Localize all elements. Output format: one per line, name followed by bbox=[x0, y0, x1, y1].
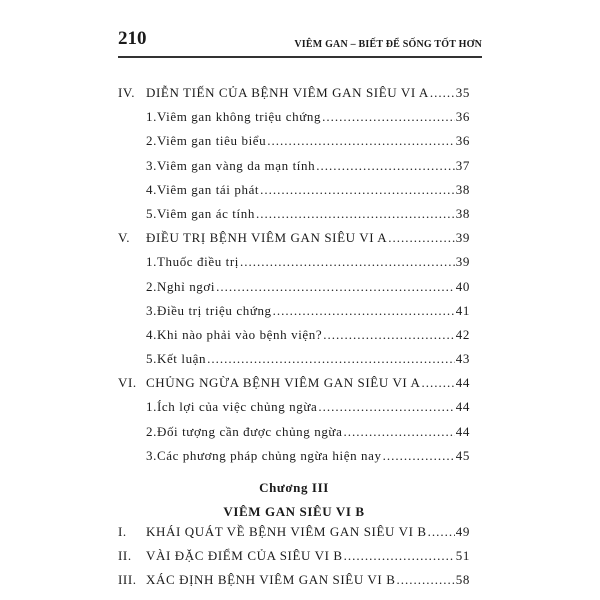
entry-page: 58 bbox=[455, 572, 470, 588]
toc-entry bbox=[118, 85, 470, 109]
entry-page: 38 bbox=[455, 205, 470, 221]
table-of-contents bbox=[118, 85, 470, 597]
entry-page: 43 bbox=[455, 351, 470, 367]
entry-page: 51 bbox=[455, 548, 470, 564]
dot-leader bbox=[240, 254, 455, 270]
entry-title: 1.Thuốc điều trị bbox=[146, 254, 239, 270]
entry-title: ĐIỀU TRỊ BỆNH VIÊM GAN SIÊU VI A bbox=[146, 230, 388, 246]
entry-title: 5.Viêm gan ác tính bbox=[146, 205, 255, 221]
dot-leader bbox=[318, 399, 454, 415]
toc-entry bbox=[118, 375, 470, 399]
toc-subentry bbox=[118, 303, 470, 327]
entry-page: 41 bbox=[455, 302, 470, 318]
toc-subentry bbox=[118, 109, 470, 133]
dot-leader bbox=[256, 206, 455, 222]
entry-page: 37 bbox=[455, 157, 470, 173]
entry-page: 39 bbox=[455, 254, 470, 270]
dot-leader bbox=[273, 303, 455, 319]
entry-page: 36 bbox=[455, 133, 470, 149]
toc-subentry bbox=[118, 158, 470, 182]
dot-leader bbox=[322, 109, 455, 125]
toc-subentry bbox=[118, 133, 470, 157]
toc-entry bbox=[118, 230, 470, 254]
toc-subentry bbox=[118, 448, 470, 472]
entry-page: 40 bbox=[455, 278, 470, 294]
entry-title: 1.Viêm gan không triệu chứng bbox=[146, 109, 322, 125]
toc-subentry bbox=[118, 424, 470, 448]
dot-leader bbox=[343, 424, 454, 440]
entry-title: 2.Viêm gan tiêu biểu bbox=[146, 133, 267, 149]
toc-subentry bbox=[118, 279, 470, 303]
toc-entry bbox=[118, 572, 470, 596]
entry-title: 3.Điều trị triệu chứng bbox=[146, 302, 272, 318]
toc-subentry bbox=[118, 351, 470, 375]
entry-title: 4.Khi nào phải vào bệnh viện? bbox=[146, 326, 323, 342]
chapter-label: Chương III bbox=[259, 480, 329, 495]
entry-page: 49 bbox=[455, 524, 470, 539]
entry-title: 3.Viêm gan vàng da mạn tính bbox=[146, 157, 316, 173]
section-number: I. bbox=[118, 524, 127, 539]
dot-leader bbox=[216, 279, 455, 295]
toc-entry bbox=[118, 524, 470, 548]
dot-leader bbox=[260, 182, 455, 198]
entry-page: 45 bbox=[455, 447, 470, 463]
toc-subentry bbox=[118, 399, 470, 423]
entry-title: 4.Viêm gan tái phát bbox=[146, 181, 260, 197]
dot-leader bbox=[396, 572, 454, 588]
entry-title: 2.Nghỉ ngơi bbox=[146, 278, 216, 294]
entry-page: 44 bbox=[455, 399, 470, 415]
entry-title: 3.Các phương pháp chủng ngừa hiện nay bbox=[146, 447, 382, 463]
running-title: VIÊM GAN – BIẾT ĐỂ SỐNG TỐT HƠN bbox=[294, 39, 482, 50]
entry-title: 2.Đối tượng cần được chủng ngừa bbox=[146, 423, 343, 439]
toc-subentry bbox=[118, 182, 470, 206]
toc-subentry bbox=[118, 327, 470, 351]
entry-page: 44 bbox=[455, 423, 470, 439]
entry-page: 36 bbox=[455, 109, 470, 125]
toc-subentry bbox=[118, 254, 470, 278]
chapter-title: VIÊM GAN SIÊU VI B bbox=[223, 504, 365, 519]
entry-title: KHÁI QUÁT VỀ BỆNH VIÊM GAN SIÊU VI B bbox=[146, 524, 427, 539]
section-number: II. bbox=[118, 548, 132, 564]
entry-page: 35 bbox=[455, 85, 470, 100]
entry-title: CHỦNG NGỪA BỆNH VIÊM GAN SIÊU VI A bbox=[146, 375, 421, 391]
entry-page: 38 bbox=[455, 181, 470, 197]
section-number: IV. bbox=[118, 85, 136, 100]
dot-leader bbox=[421, 375, 454, 391]
toc-subentry bbox=[118, 206, 470, 230]
section-number: III. bbox=[118, 572, 137, 588]
header-rule bbox=[118, 56, 482, 58]
entry-page: 42 bbox=[455, 326, 470, 342]
section-number: VI. bbox=[118, 375, 137, 391]
entry-title: 5.Kết luận bbox=[146, 351, 207, 367]
section-number: V. bbox=[118, 230, 131, 246]
dot-leader bbox=[388, 230, 455, 246]
dot-leader bbox=[316, 158, 455, 174]
toc-entry bbox=[118, 548, 470, 572]
dot-leader bbox=[344, 548, 455, 564]
entry-title: XÁC ĐỊNH BỆNH VIÊM GAN SIÊU VI B bbox=[146, 572, 396, 588]
page-number: 210 bbox=[118, 28, 147, 49]
dot-leader bbox=[323, 327, 455, 343]
dot-leader bbox=[430, 85, 455, 101]
dot-leader bbox=[428, 524, 455, 540]
dot-leader bbox=[383, 448, 455, 464]
entry-title: VÀI ĐẶC ĐIỂM CỦA SIÊU VI B bbox=[146, 548, 343, 564]
entry-title: 1.Ích lợi của việc chủng ngừa bbox=[146, 399, 318, 415]
dot-leader bbox=[207, 351, 455, 367]
dot-leader bbox=[267, 133, 455, 149]
entry-page: 44 bbox=[455, 375, 470, 391]
page-header bbox=[118, 26, 482, 50]
entry-title: DIỄN TIẾN CỦA BỆNH VIÊM GAN SIÊU VI A bbox=[146, 85, 429, 100]
entry-page: 39 bbox=[455, 230, 470, 246]
